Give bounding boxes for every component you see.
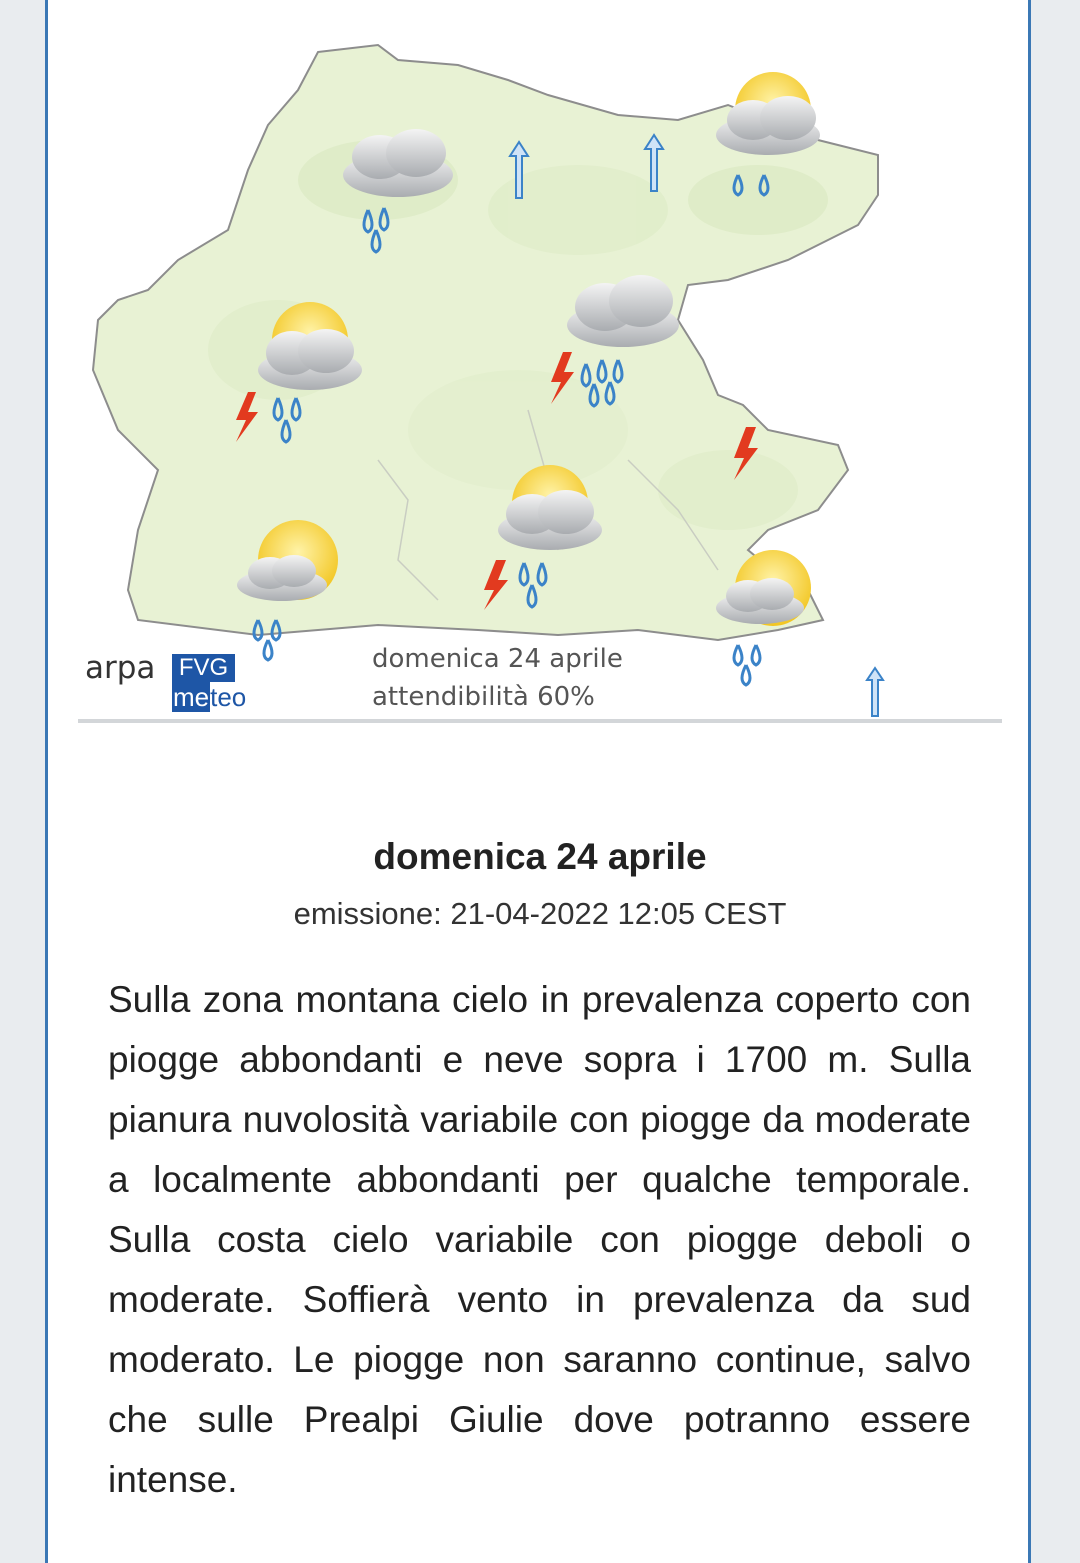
forecast-text: Sulla zona montana cielo in prevalenza coperto con piogge abbondanti e neve sopra i 1700 m. Sulla pianura nuvolosità variabile con piogge da moderate a localmente abbondanti per qualche temporale. Sulla costa cielo variabile con piogge deboli o moderate. Soffierà vento in prevalenza da sud moderato. Le piogge non saranno continue, salvo che sulle Prealpi Giulie dove potranno essere intense. [108,979,971,1500]
map-caption-reliability: attendibilità 60% [372,682,595,712]
sun-behind-cloud-icon [716,72,820,155]
weather-map [78,30,1002,725]
rain-icon [734,645,760,685]
map-caption-day: domenica 24 aprile [372,644,623,674]
wind-arrow-up-icon [867,668,883,716]
forecast-emission: emissione: 21-04-2022 12:05 CEST [293,896,787,931]
region-map-svg [78,30,1002,725]
logo-fvg-text: FVG [172,654,235,682]
map-caption [372,640,623,716]
forecast-title: domenica 24 aprile [373,836,707,877]
logo-arpa-text: arpa [85,650,156,686]
logo-meteo-teo: teo [210,682,247,712]
map-divider [78,719,1002,723]
logo-meteo-text [172,682,269,712]
logo-meteo-me: me [173,682,210,712]
